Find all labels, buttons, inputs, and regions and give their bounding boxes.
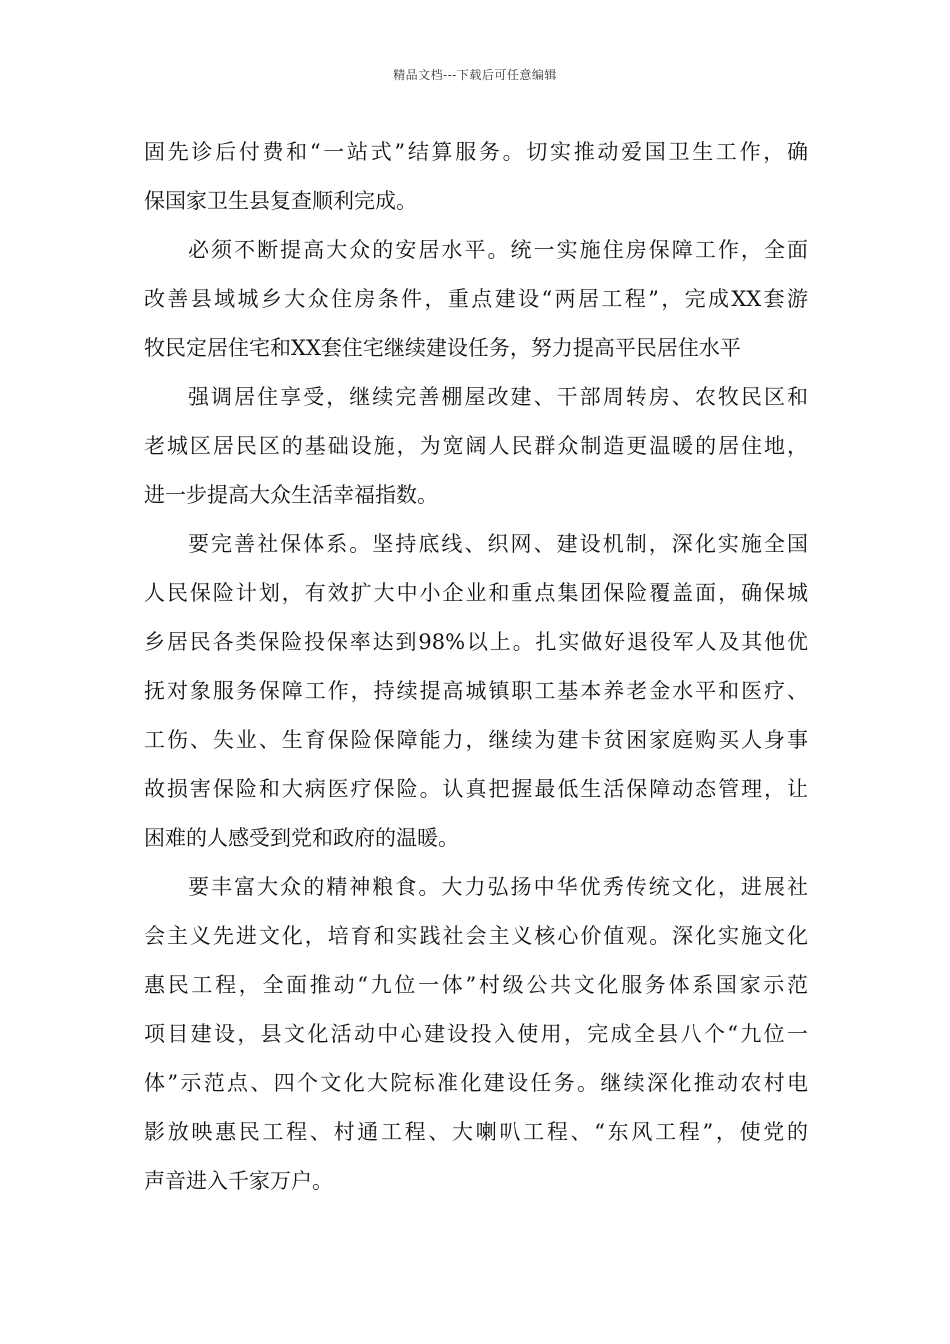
text-line: 保国家卫生县复查顺利完成。 — [144, 189, 417, 213]
text-line: 影放映惠民工程、村通工程、大喇叭工程、“东风工程”，使党的 — [144, 1120, 808, 1144]
text-line: 乡居民各类保险投保率达到98%以上。扎实做好退役军人及其他优 — [144, 630, 808, 654]
text-line: 必须不断提高大众的安居水平。统一实施住房保障工作，全面 — [188, 238, 808, 262]
text-line: 惠民工程，全面推动“九位一体”村级公共文化服务体系国家示范 — [144, 973, 808, 997]
text-line: 老城区居民区的基础设施，为宽阔人民群众制造更温暖的居住地， — [144, 434, 808, 458]
paragraph-2 — [144, 226, 808, 373]
text-line: 要完善社保体系。坚持底线、织网、建设机制，深化实施全国 — [188, 532, 808, 556]
paragraph-3 — [144, 373, 808, 520]
text-line: 困难的人感受到党和政府的温暖。 — [144, 826, 459, 850]
page-header: 精品文档---下载后可任意编辑 — [393, 68, 557, 82]
text-line: 故损害保险和大病医疗保险。认真把握最低生活保障动态管理，让 — [144, 777, 808, 801]
text-line: 改善县域城乡大众住房条件，重点建设“两居工程”，完成XX套游 — [144, 287, 808, 311]
text-line: 工伤、失业、生育保险保障能力，继续为建卡贫困家庭购买人身事 — [144, 728, 808, 752]
text-line: 要丰富大众的精神粮食。大力弘扬中华优秀传统文化，进展社 — [188, 875, 808, 899]
text-line: 体”示范点、四个文化大院标准化建设任务。继续深化推动农村电 — [144, 1071, 808, 1095]
text-line: 会主义先进文化，培育和实践社会主义核心价值观。深化实施文化 — [144, 924, 808, 948]
text-line: 固先诊后付费和“一站式”结算服务。切实推动爱国卫生工作，确 — [144, 140, 808, 164]
text-line: 进一步提高大众生活幸福指数。 — [144, 483, 438, 507]
paragraph-1 — [144, 128, 808, 226]
text-line: 牧民定居住宅和XX套住宅继续建设任务，努力提高平民居住水平 — [144, 336, 741, 360]
text-line: 抚对象服务保障工作，持续提高城镇职工基本养老金水平和医疗、 — [144, 679, 808, 703]
text-line: 人民保险计划，有效扩大中小企业和重点集团保险覆盖面，确保城 — [144, 581, 808, 605]
text-line: 项目建设，县文化活动中心建设投入使用，完成全县八个“九位一 — [144, 1022, 808, 1046]
text-line: 声音进入千家万户。 — [144, 1169, 333, 1193]
paragraph-5 — [144, 863, 808, 1206]
text-line: 强调居住享受，继续完善棚屋改建、干部周转房、农牧民区和 — [188, 385, 808, 409]
paragraph-4 — [144, 520, 808, 863]
document-body — [144, 128, 808, 1206]
